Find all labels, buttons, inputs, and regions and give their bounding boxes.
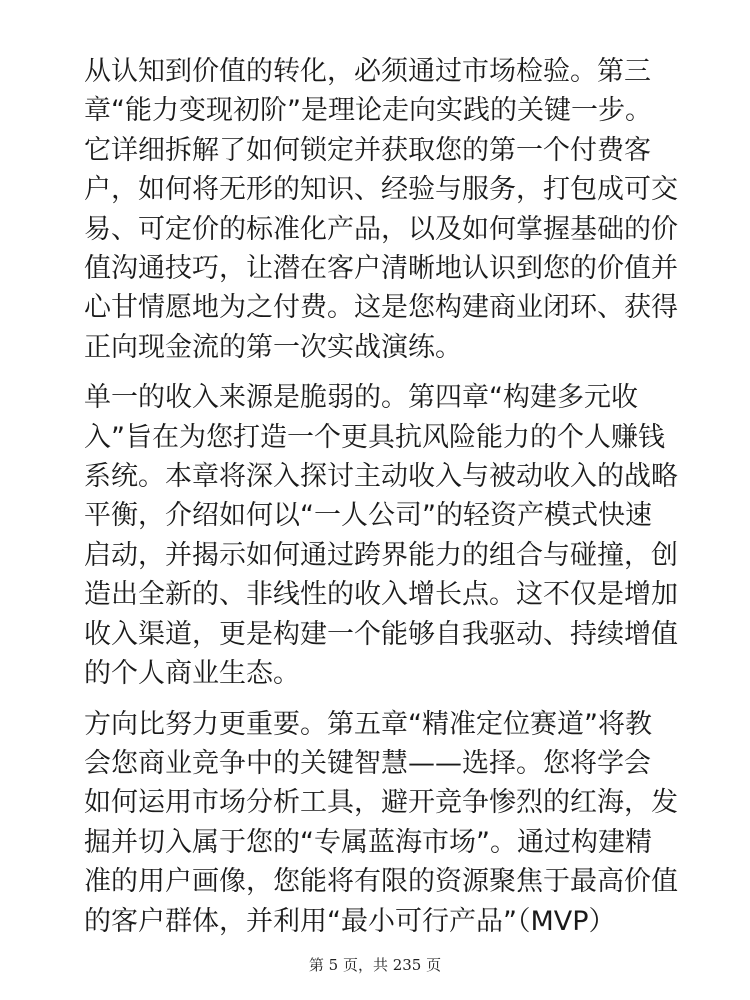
- text-line: 会您商业竞争中的关键智慧——选择。您将学会: [84, 747, 651, 779]
- paragraph-3: [84, 705, 684, 941]
- text-line: 方向比努力更重要。第五章“精准定位赛道”将教: [84, 708, 652, 740]
- paragraph-1: [84, 52, 684, 367]
- text-line: 启动，并揭示如何通过跨界能力的组合与碰撞，创: [84, 539, 678, 571]
- text-line: 入”旨在为您打造一个更具抗风险能力的个人赚钱: [84, 421, 665, 453]
- text-line: 值沟通技巧，让潜在客户清晰地认识到您的价值并: [84, 253, 678, 285]
- text-line: 掘并切入属于您的“专属蓝海市场”。通过构建精: [84, 826, 652, 858]
- text-line: 准的用户画像，您能将有限的资源聚焦于最高价值: [84, 866, 678, 898]
- text-line: 如何运用市场分析工具，避开竞争惨烈的红海，发: [84, 787, 678, 819]
- text-line: 造出全新的、非线性的收入增长点。这不仅是增加: [84, 579, 678, 611]
- text-line: 章“能力变现初阶”是理论走向实践的关键一步。: [84, 95, 652, 127]
- text-line: 它详细拆解了如何锁定并获取您的第一个付费客: [84, 134, 651, 166]
- text-line: 易、可定价的标准化产品，以及如何掌握基础的价: [84, 213, 678, 245]
- text-line: 从认知到价值的转化，必须通过市场检验。第三: [84, 56, 651, 87]
- page-number-footer: 第 5 页，共 235 页: [308, 956, 442, 974]
- text-line: 单一的收入来源是脆弱的。第四章“构建多元收: [84, 382, 638, 414]
- text-line: 系统。本章将深入探讨主动收入与被动收入的战略: [84, 461, 678, 493]
- text-line: 平衡，介绍如何以“一人公司”的轻资产模式快速: [84, 500, 652, 532]
- paragraph-2: [84, 378, 684, 693]
- text-line: 户，如何将无形的知识、经验与服务，打包成可交: [84, 174, 678, 206]
- text-line: 正向现金流的第一次实战演练。: [84, 331, 462, 363]
- text-line: 的个人商业生态。: [84, 658, 300, 690]
- body-text: [84, 52, 684, 952]
- text-line: 收入渠道，更是构建一个能够自我驱动、持续增值: [84, 618, 678, 650]
- text-line: 的客户群体，并利用“最小可行产品”（MVP）: [84, 905, 616, 937]
- text-line: 心甘情愿地为之付费。这是您构建商业闭环、获得: [84, 292, 678, 324]
